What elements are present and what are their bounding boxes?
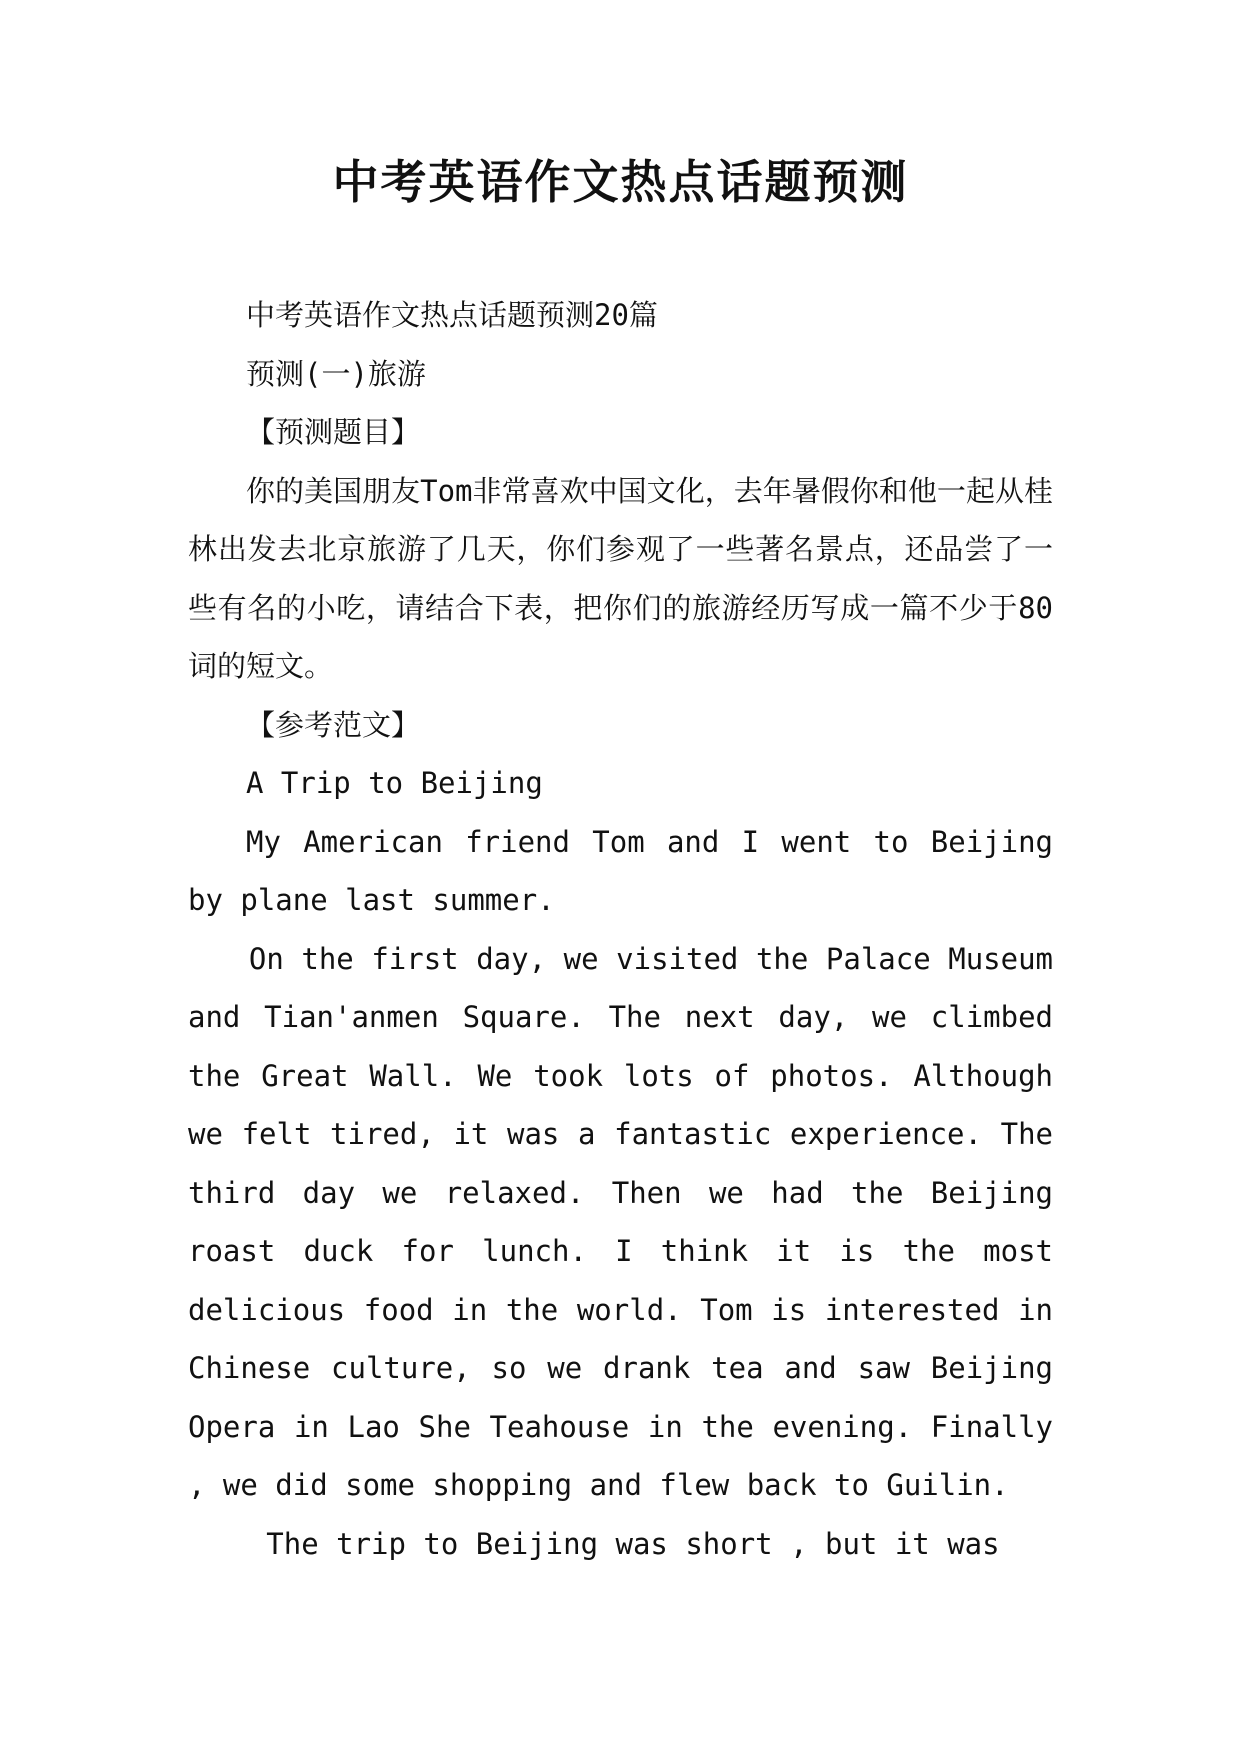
essay-paragraph: The trip to Beijing was short , but it was bbox=[266, 1526, 1000, 1561]
prompt-label: 【预测题目】 bbox=[246, 415, 421, 449]
document-body bbox=[188, 286, 1053, 1573]
essay-paragraph: My American friend Tom and I went to Beijing by plane last summer. bbox=[188, 824, 1053, 917]
document-title: 中考英语作文热点话题预测 bbox=[332, 155, 909, 209]
essay-title: A Trip to Beijing bbox=[246, 766, 543, 800]
sample-label: 【参考范文】 bbox=[246, 707, 421, 742]
prompt-paragraph: 你的美国朋友Tom非常喜欢中国文化，去年暑假你和他一起从桂林出发去北京旅游了几天，你们参观了一些著名景点，还品尝了一些有名的小吃，请结合下表，把你们的旅游经历写成一篇不少于80词的短文。 bbox=[188, 473, 1053, 683]
subtitle-paragraph: 中考英语作文热点话题预测20篇 bbox=[246, 298, 658, 332]
essay-paragraph: On the first day, we visited the Palace Museum and Tian'anmen Square. The next day, we climbed the Great Wall. We took lots of photos. Although we felt tired, it was a fantastic experience. The third day we relaxed. Then we had the Beijing roast duck for lunch. I think it is the most delicious food in the world. Tom is interested in Chinese culture, so we drank tea and saw Beijing Opera in Lao She Teahouse in the evening. Finally , we did some shopping and flew back to Guilin. bbox=[188, 941, 1053, 1502]
section-heading: 预测(一)旅游 bbox=[246, 356, 426, 391]
